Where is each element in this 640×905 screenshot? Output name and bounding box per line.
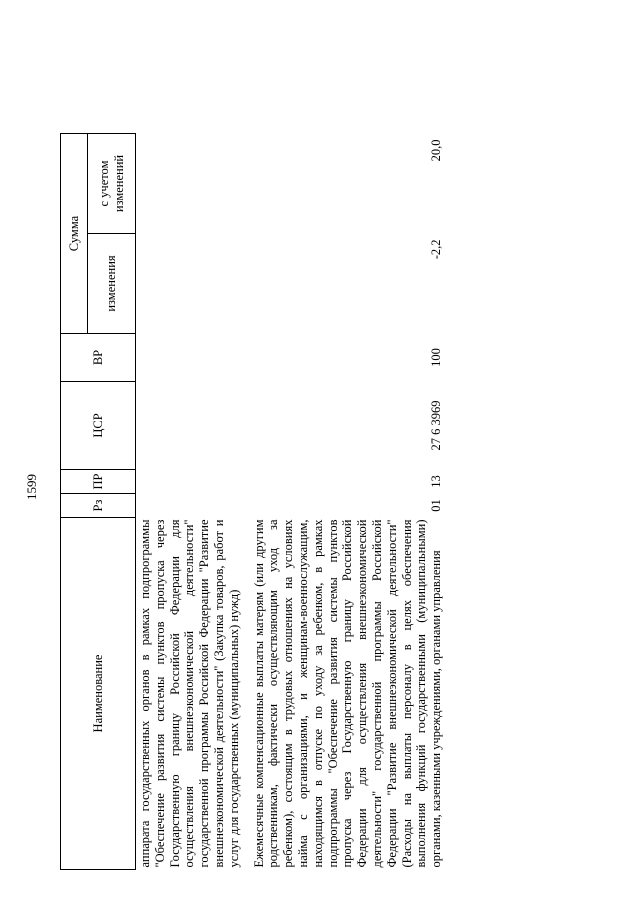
page-number: 1599 xyxy=(24,474,39,500)
header-rz: Рз xyxy=(61,494,136,518)
row-with-changes: 20,0 xyxy=(429,139,444,162)
row-with-changes xyxy=(136,134,252,234)
header-pr: ПР xyxy=(61,470,136,494)
table-row xyxy=(136,134,252,870)
rotated-page-content xyxy=(20,22,620,870)
row-name: Ежемесячные компенсационные выплаты матерям (или другим родственникам, фактически осуществляющим уход за ребенком), состоящим в трудовых отношениях на условиях найма с организациями, и женщинам-военнослужащим, находящимся в отпуске по уходу за ребенком, в рамках подпрограммы "Обеспечение развития системы пунктов пропуска через Государственную границу Российской Федерации для осуществления внешнеэкономической деятельности" государственной программы Российской Федерации "Развитие внешнеэкономической деятельности" (Расходы на выплаты персоналу в целях обеспечения выполнения функций государственными (муниципальными) органами, казенными учреждениями, органами управления xyxy=(251,519,444,868)
header-csr: ЦСР xyxy=(61,382,136,470)
table-row xyxy=(252,134,444,870)
row-csr xyxy=(136,382,252,470)
table-header-row xyxy=(61,134,88,870)
row-vr: 100 xyxy=(429,348,444,367)
row-pr xyxy=(136,470,252,494)
row-vr xyxy=(136,334,252,382)
header-name: Наименование xyxy=(61,518,136,870)
header-sum: Сумма xyxy=(61,134,88,334)
row-rz: 01 xyxy=(429,499,444,512)
row-change xyxy=(136,234,252,334)
row-pr: 13 xyxy=(429,475,444,488)
header-with-changes: с учетом изменений xyxy=(88,134,136,234)
row-rz xyxy=(136,494,252,518)
header-change: изменения xyxy=(88,234,136,334)
budget-table xyxy=(60,133,444,870)
header-vr: ВР xyxy=(61,334,136,382)
row-csr: 27 6 3969 xyxy=(429,400,444,451)
row-change: -2,2 xyxy=(429,239,444,260)
row-name: аппарата государственных органов в рамках подпрограммы "Обеспечение развития системы пунктов пропуска через Государственную границу Российской Федерации для осуществления внешнеэкономической деятельности" государственной программы Российской Федерации "Развитие внешнеэкономической деятельности" (Закупка товаров, работ и услуг для государственных (муниципальных) нужд) xyxy=(138,519,241,868)
